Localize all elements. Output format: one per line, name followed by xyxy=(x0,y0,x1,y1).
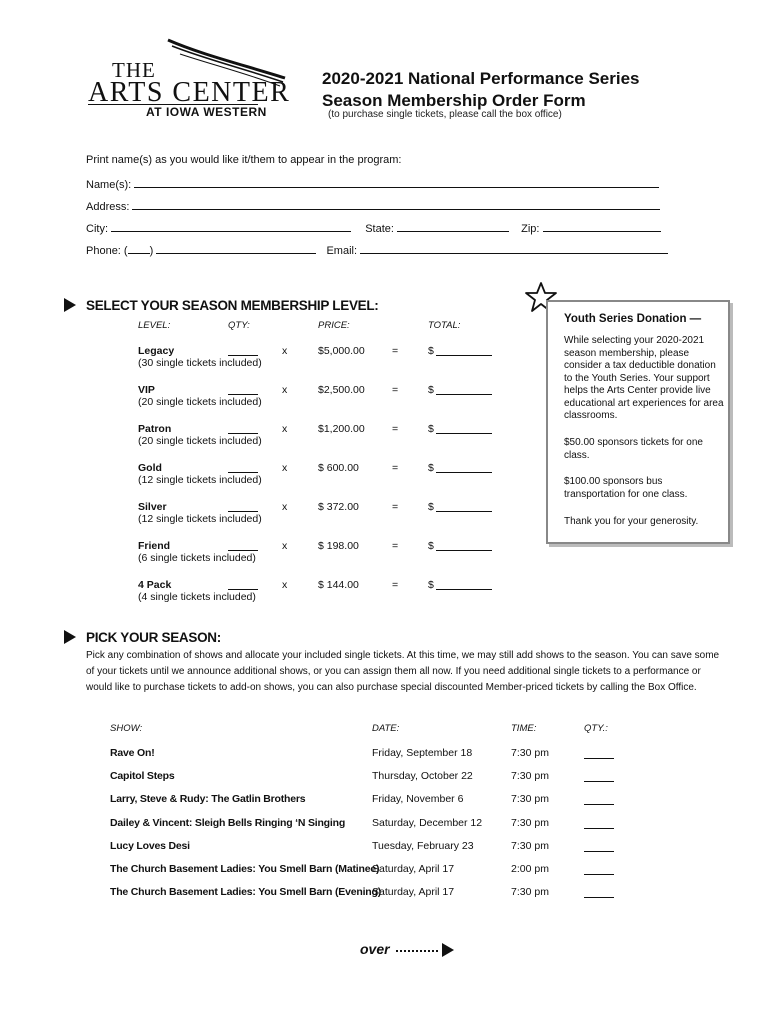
city-field[interactable] xyxy=(111,220,351,232)
phone-paren: ) xyxy=(149,245,154,257)
logo-the: THE xyxy=(112,58,156,82)
address-row xyxy=(86,198,660,213)
level-total-field[interactable] xyxy=(436,510,492,512)
names-row xyxy=(86,176,659,191)
title-line-1: 2020-2021 National Performance Series xyxy=(322,69,640,88)
level-note: (20 single tickets included) xyxy=(138,396,262,408)
col-qty: QTY: xyxy=(228,320,250,331)
names-field[interactable] xyxy=(134,176,659,188)
show-time: 7:30 pm xyxy=(511,747,549,759)
city-label: City: xyxy=(86,223,108,235)
level-total-field[interactable] xyxy=(436,549,492,551)
show-name: Lucy Loves Desi xyxy=(110,839,190,852)
show-qty-field[interactable] xyxy=(584,803,614,805)
section-arrow-icon xyxy=(64,298,76,312)
level-price: $1,200.00 xyxy=(318,423,365,435)
show-date: Friday, September 18 xyxy=(372,747,473,759)
season-arrow-icon xyxy=(64,630,76,644)
show-name: Capitol Steps xyxy=(110,770,175,783)
level-name: Gold xyxy=(138,462,162,474)
state-field[interactable] xyxy=(397,220,509,232)
dollar-sign: $ xyxy=(428,579,434,591)
show-name: The Church Basement Ladies: You Smell Barn (Evening) xyxy=(110,886,382,899)
col-date: DATE: xyxy=(372,723,400,734)
show-name: The Church Basement Ladies: You Smell Barn (Matinee) xyxy=(110,863,380,875)
show-name: Dailey & Vincent: Sleigh Bells Ringing ‘N Singing xyxy=(110,816,346,829)
level-note: (20 single tickets included) xyxy=(138,435,262,447)
level-price: $ 372.00 xyxy=(318,501,359,513)
show-time: 7:30 pm xyxy=(511,793,549,806)
form-title xyxy=(322,68,640,112)
col-show-qty: QTY.: xyxy=(584,723,608,734)
show-qty-field[interactable] xyxy=(584,850,614,852)
membership-heading: SELECT YOUR SEASON MEMBERSHIP LEVEL: xyxy=(86,298,379,313)
show-date: Tuesday, February 23 xyxy=(372,839,474,852)
level-price: $ 198.00 xyxy=(318,540,359,552)
address-label: Address: xyxy=(86,201,130,213)
level-total-field[interactable] xyxy=(436,471,492,473)
youth-title: Youth Series Donation — xyxy=(564,313,702,325)
show-qty-field[interactable] xyxy=(584,780,614,782)
level-price: $5,000.00 xyxy=(318,345,365,357)
level-qty-field[interactable] xyxy=(228,432,258,434)
zip-field[interactable] xyxy=(543,220,661,232)
dollar-sign: $ xyxy=(428,501,434,513)
phone-label: Phone: ( xyxy=(86,245,128,257)
col-time: TIME: xyxy=(511,723,537,734)
show-time: 2:00 pm xyxy=(511,863,549,875)
level-qty-field[interactable] xyxy=(228,588,258,590)
col-total: TOTAL: xyxy=(428,320,461,331)
dollar-sign: $ xyxy=(428,345,434,357)
youth-paragraph-3: $100.00 sponsors bus transportation for one class. xyxy=(564,476,688,500)
level-name: Friend xyxy=(138,540,171,552)
level-name: Legacy xyxy=(138,345,175,357)
level-note: (30 single tickets included) xyxy=(138,357,262,369)
equals-sign: = xyxy=(392,540,399,552)
times-sign: x xyxy=(282,540,288,552)
youth-paragraph-2: $50.00 sponsors tickets for one class. xyxy=(564,437,703,461)
col-show: SHOW: xyxy=(110,723,143,734)
show-date: Saturday, April 17 xyxy=(372,886,455,899)
times-sign: x xyxy=(282,345,288,357)
level-qty-field[interactable] xyxy=(228,471,258,473)
level-price: $ 144.00 xyxy=(318,579,359,591)
level-name: VIP xyxy=(138,384,155,396)
equals-sign: = xyxy=(392,462,399,474)
level-name: 4 Pack xyxy=(138,579,172,591)
show-qty-field[interactable] xyxy=(584,757,614,759)
show-name: Rave On! xyxy=(110,747,155,759)
phone-field[interactable] xyxy=(156,242,316,254)
show-name: Larry, Steve & Rudy: The Gatlin Brothers xyxy=(110,793,306,806)
level-note: (12 single tickets included) xyxy=(138,474,262,486)
dollar-sign: $ xyxy=(428,423,434,435)
level-price: $2,500.00 xyxy=(318,384,365,396)
state-label: State: xyxy=(365,223,394,235)
equals-sign: = xyxy=(392,423,399,435)
email-field[interactable] xyxy=(360,242,668,254)
level-total-field[interactable] xyxy=(436,393,492,395)
address-field[interactable] xyxy=(132,198,660,210)
level-name: Silver xyxy=(138,501,167,513)
over-label: over xyxy=(360,941,390,957)
equals-sign: = xyxy=(392,345,399,357)
over-arrow-icon xyxy=(442,943,454,957)
level-note: (6 single tickets included) xyxy=(138,552,256,564)
times-sign: x xyxy=(282,501,288,513)
level-qty-field[interactable] xyxy=(228,510,258,512)
show-time: 7:30 pm xyxy=(511,816,549,829)
equals-sign: = xyxy=(392,501,399,513)
level-qty-field[interactable] xyxy=(228,393,258,395)
title-line-2: Season Membership Order Form xyxy=(322,91,586,110)
level-qty-field[interactable] xyxy=(228,549,258,551)
youth-paragraph-1: While selecting your 2020-2021 season membership, please consider a tax deductible donation to the Youth Series. Your support helps the Arts Center provide live educational art experiences for area classrooms. xyxy=(564,335,724,421)
show-date: Saturday, December 12 xyxy=(372,816,483,829)
show-time: 7:30 pm xyxy=(511,839,549,852)
show-time: 7:30 pm xyxy=(511,770,549,783)
season-instructions: Pick any combination of shows and allocate your included single tickets. At this time, we may still add shows to the season. You can save some of your tickets until we announce additional shows, or you can assign them all now. If you need additional single tickets to a performance or would like to purchase tickets to add-on shows, you can also purchase special discounted Member-priced tickets by calling the Box Office. xyxy=(86,650,720,693)
level-note: (4 single tickets included) xyxy=(138,591,256,603)
show-time: 7:30 pm xyxy=(511,886,549,899)
logo-sub: AT IOWA WESTERN xyxy=(146,105,267,119)
phone-area-field[interactable] xyxy=(128,242,150,254)
col-price: PRICE: xyxy=(318,320,350,331)
show-qty-field[interactable] xyxy=(584,896,614,898)
level-total-field[interactable] xyxy=(436,588,492,590)
over-dots xyxy=(396,950,438,952)
show-qty-field[interactable] xyxy=(584,827,614,829)
level-total-field[interactable] xyxy=(436,354,492,356)
logo-name: ARTS CENTER xyxy=(88,77,291,108)
phone-row xyxy=(86,242,668,257)
equals-sign: = xyxy=(392,579,399,591)
times-sign: x xyxy=(282,579,288,591)
youth-donation-box xyxy=(546,300,730,544)
dollar-sign: $ xyxy=(428,540,434,552)
zip-label: Zip: xyxy=(521,223,540,235)
youth-paragraph-4: Thank you for your generosity. xyxy=(564,516,699,527)
dollar-sign: $ xyxy=(428,384,434,396)
show-qty-field[interactable] xyxy=(584,873,614,875)
times-sign: x xyxy=(282,423,288,435)
form-subtitle: (to purchase single tickets, please call the box office) xyxy=(328,109,562,120)
city-row xyxy=(86,220,661,235)
email-label: Email: xyxy=(326,245,358,257)
names-label: Name(s): xyxy=(86,179,132,191)
col-level: LEVEL: xyxy=(138,320,171,331)
dollar-sign: $ xyxy=(428,462,434,474)
equals-sign: = xyxy=(392,384,399,396)
level-price: $ 600.00 xyxy=(318,462,359,474)
season-heading: PICK YOUR SEASON: xyxy=(86,630,221,645)
show-date: Friday, November 6 xyxy=(372,793,464,806)
level-name: Patron xyxy=(138,423,172,435)
times-sign: x xyxy=(282,384,288,396)
times-sign: x xyxy=(282,462,288,474)
show-date: Thursday, October 22 xyxy=(372,770,473,783)
level-qty-field[interactable] xyxy=(228,354,258,356)
print-names-intro: Print name(s) as you would like it/them to appear in the program: xyxy=(86,154,402,166)
show-date: Saturday, April 17 xyxy=(372,863,455,875)
level-total-field[interactable] xyxy=(436,432,492,434)
level-note: (12 single tickets included) xyxy=(138,513,262,525)
